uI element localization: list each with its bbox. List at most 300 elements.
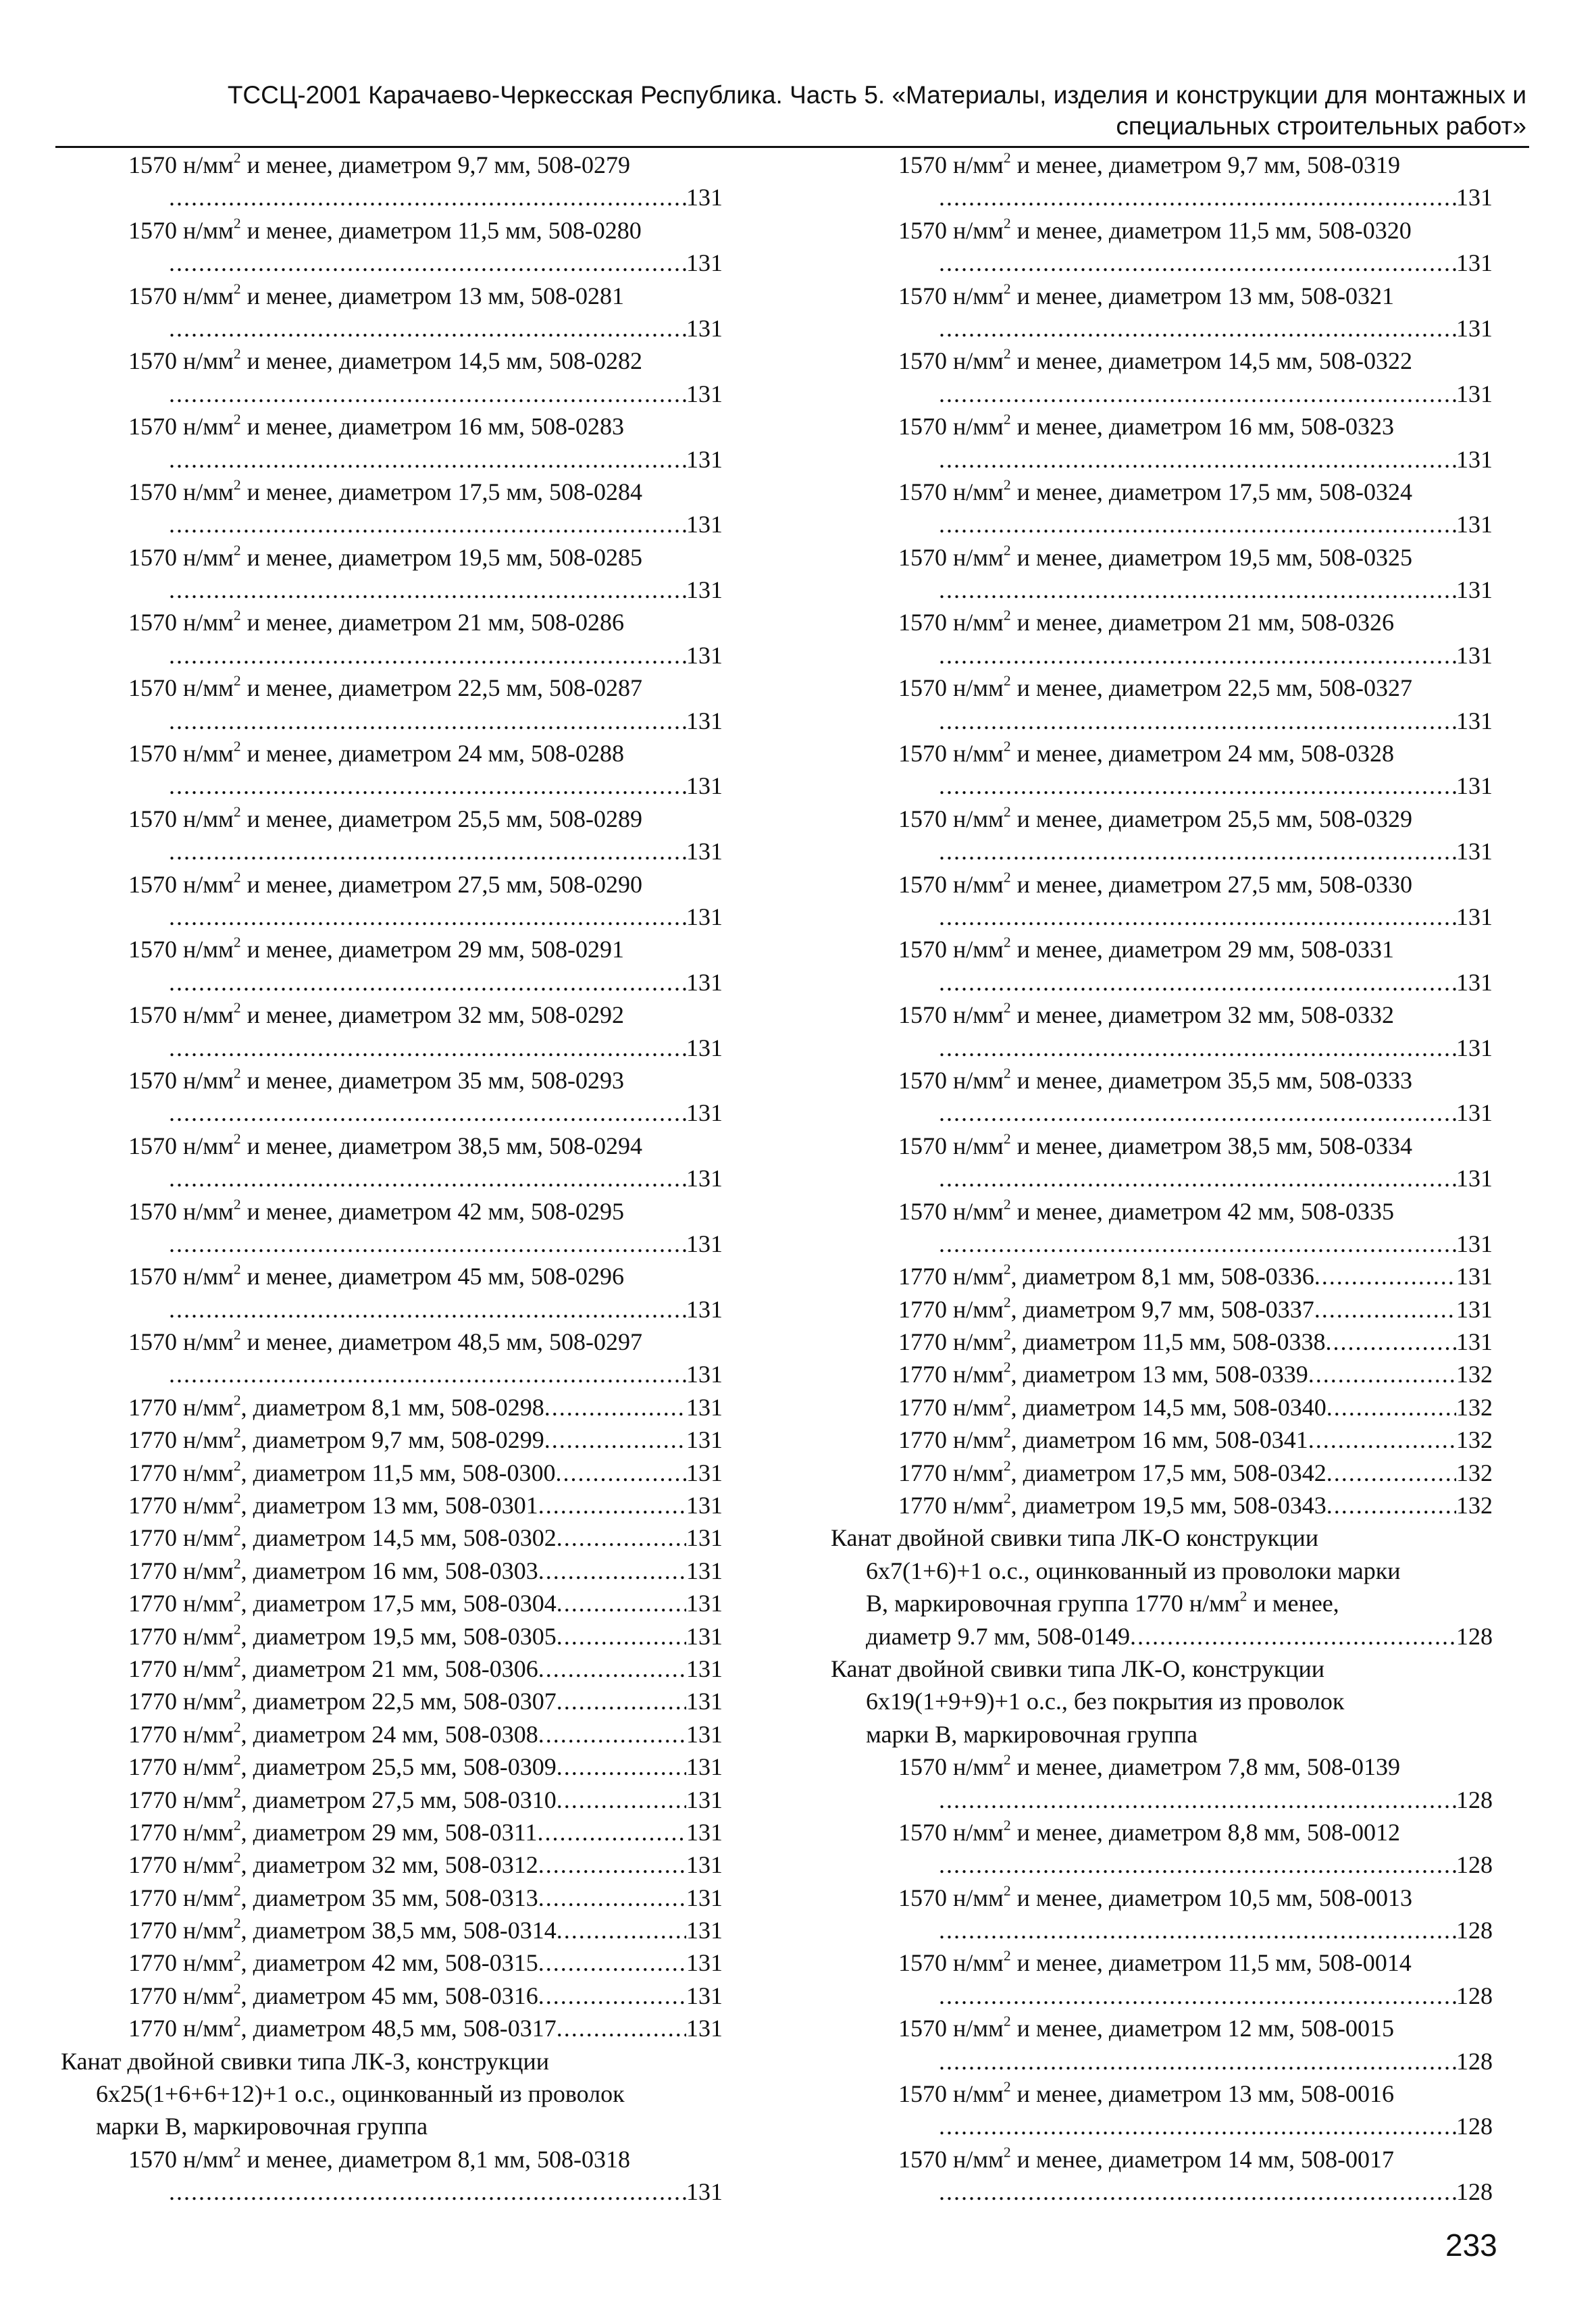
index-entry-text: 1570 $н/мм^2$ и менее, диаметром 9,7 мм, 508-0319 [898,149,1401,178]
dot-leader [538,1489,686,1521]
dot-leader [169,508,686,540]
index-entry-leader [61,1162,723,1194]
index-entry-page: 131 [686,249,723,277]
dot-leader [557,1587,686,1619]
index-entry [61,1555,723,1587]
index-entry-leader [61,1228,723,1260]
index-entry-page: 131 [686,1786,723,1813]
dot-leader [1327,1489,1456,1521]
index-entry-text: 1570 $н/мм^2$ и менее, диаметром 42 мм, 508-0335 [898,1195,1395,1225]
index-entry-text: 1770 $н/мм^2$, диаметром 17,5 мм, 508-0304 [128,1588,557,1617]
index-entry-text: 1770 $н/мм^2$, диаметром 14,5 мм, 508-0340 [898,1392,1327,1421]
dot-leader [557,1784,686,1816]
index-entry [61,1653,723,1685]
index-entry-page: 128 [1456,2047,1493,2075]
dot-leader [169,1032,686,1064]
index-entry-leader [831,2175,1493,2208]
index-entry [831,1358,1493,1390]
index-entry-page: 128 [1456,1851,1493,1879]
index-entry-text: 1770 $н/мм^2$, диаметром 48,5 мм, 508-0317 [128,2013,557,2042]
dot-leader [537,1816,686,1848]
index-entry-page: 131 [686,1524,723,1552]
dot-leader [939,1097,1456,1129]
dot-leader [169,1293,686,1326]
index-entry [61,1751,723,1783]
index-entry-text: 1570 $н/мм^2$ и менее, диаметром 11,5 мм, 508-0014 [898,1947,1412,1977]
index-entry-page: 131 [686,968,723,996]
dot-leader [939,443,1456,476]
dot-leader [169,2175,686,2208]
index-entry-leader [831,181,1493,213]
index-entry [61,1882,723,1914]
dot-leader [169,770,686,802]
index-entry-page: 131 [1456,380,1493,407]
index-entry-page: 131 [686,1720,723,1748]
index-entry-page: 128 [1456,1786,1493,1813]
index-heading-continuation: марки В, маркировочная группа [866,1720,1198,1748]
running-header-line-2: специальных строительных работ» [1116,112,1526,140]
index-entry-text: 1570 $н/мм^2$ и менее, диаметром 29 мм, 508-0331 [898,934,1395,963]
index-entry-text: 1570 $н/мм^2$ и менее, диаметром 38,5 мм, 508-0294 [128,1130,643,1159]
index-entry-page: 131 [1456,314,1493,342]
index-entry-text: 1770 $н/мм^2$, диаметром 45 мм, 508-0316 [128,1980,538,2009]
index-entry-page: 131 [686,511,723,538]
index-entry-text: 1570 $н/мм^2$ и менее, диаметром 16 мм, 508-0283 [128,411,625,441]
index-entry-page: 131 [686,903,723,930]
index-entry-leader [61,1358,723,1390]
index-entry-leader [61,181,723,213]
dot-leader [939,1980,1456,2012]
dot-leader [939,1848,1456,1881]
index-entry-leader [831,1980,1493,2012]
index-entry-leader [831,508,1493,540]
index-entry-leader [61,2175,723,2208]
index-entry-leader [831,1784,1493,1816]
index-entry-text: 1770 $н/мм^2$, диаметром 21 мм, 508-0306 [128,1653,538,1682]
index-entry-text: 1570 $н/мм^2$ и менее, диаметром 19,5 мм, 508-0325 [898,542,1413,571]
index-entry [61,1784,723,1816]
index-entry-page: 131 [686,772,723,800]
dot-leader [169,443,686,476]
index-entry-leader [61,835,723,867]
dot-leader [169,966,686,999]
index-entry-text: 1770 $н/мм^2$, диаметром 38,5 мм, 508-0314 [128,1915,557,1944]
dot-leader [1308,1358,1456,1390]
index-entry-page: 128 [1456,2113,1493,2140]
index-entry-page: 128 [1456,1622,1493,1650]
index-entry-text: 1570 $н/мм^2$ и менее, диаметром 7,8 мм, 508-0139 [898,1751,1401,1781]
dot-leader [939,1228,1456,1260]
index-entry [61,1980,723,2012]
dot-leader [1325,1326,1456,1358]
index-entry [61,2012,723,2044]
index-entry-text: 1570 $н/мм^2$ и менее, диаметром 35 мм, 508-0293 [128,1065,625,1094]
index-entry-page: 132 [1456,1492,1493,1519]
index-entry-leader [831,247,1493,279]
dot-leader [939,1162,1456,1194]
index-entry-text: 1770 $н/мм^2$, диаметром 13 мм, 508-0301 [128,1490,538,1519]
index-entry-page: 131 [1456,1295,1493,1323]
index-entry-page: 131 [686,1165,723,1192]
index-entry-page: 131 [686,1688,723,1715]
dot-leader [538,1555,686,1587]
index-heading-continuation: 6х19(1+9+9)+1 о.с., без покрытия из проволок [866,1688,1345,1715]
index-entry-text: 1570 $н/мм^2$ и менее, диаметром 11,5 мм, 508-0320 [898,215,1412,244]
index-entry-leader [831,2110,1493,2142]
index-entry-text: 1770 $н/мм^2$, диаметром 32 мм, 508-0312 [128,1849,538,1879]
dot-leader [939,835,1456,867]
index-entry-text: 1770 $н/мм^2$, диаметром 16 мм, 508-0341 [898,1424,1308,1454]
index-entry-page: 128 [1456,1982,1493,2009]
index-entry [831,1424,1493,1456]
dot-leader [557,1620,686,1653]
index-entry-text: 1770 $н/мм^2$, диаметром 9,7 мм, 508-0337 [898,1294,1314,1323]
dot-leader [555,1457,686,1489]
dot-leader [939,2045,1456,2078]
index-entry-text: 1570 $н/мм^2$ и менее, диаметром 22,5 мм, 508-0287 [128,672,643,702]
index-entry-text: 1770 $н/мм^2$, диаметром 27,5 мм, 508-0310 [128,1784,557,1813]
index-entry [61,1685,723,1717]
index-entry-text: 1570 $н/мм^2$ и менее, диаметром 14 мм, 508-0017 [898,2144,1395,2173]
index-entry-text: 1570 $н/мм^2$ и менее, диаметром 24 мм, 508-0288 [128,738,625,768]
index-entry-page: 131 [686,445,723,473]
index-entry-text: 1570 $н/мм^2$ и менее, диаметром 38,5 мм, 508-0334 [898,1130,1413,1159]
index-entry-leader [61,508,723,540]
index-entry-page: 131 [1456,838,1493,865]
index-entry-leader [61,312,723,345]
index-heading-continuation: 6х25(1+6+6+12)+1 о.с., оцинкованный из проволок [96,2080,625,2108]
index-entry-leader [831,705,1493,737]
index-entry-leader [831,966,1493,999]
index-entry-page: 131 [686,1982,723,2009]
index-entry-page: 131 [686,2178,723,2206]
index-entry-leader [61,901,723,933]
dot-leader [538,1980,686,2012]
index-entry-text: 1770 $н/мм^2$, диаметром 14,5 мм, 508-0302 [128,1522,557,1552]
index-entry [831,1457,1493,1489]
index-entry-text: 1570 $н/мм^2$ и менее, диаметром 12 мм, 508-0015 [898,2013,1395,2042]
index-entry-text: 1770 $н/мм^2$, диаметром 35 мм, 508-0313 [128,1882,538,1911]
dot-leader [538,1882,686,1914]
index-entry-leader [61,1032,723,1064]
index-entry-text: 1570 $н/мм^2$ и менее, диаметром 17,5 мм, 508-0324 [898,476,1413,505]
index-entry-page: 131 [686,1622,723,1650]
index-entry-text: 1770 $н/мм^2$, диаметром 19,5 мм, 508-0305 [128,1621,557,1650]
index-entry-text: 1570 $н/мм^2$ и менее, диаметром 45 мм, 508-0296 [128,1261,625,1290]
index-entry [61,1457,723,1489]
index-entry-text: 1570 $н/мм^2$ и менее, диаметром 14,5 мм, 508-0282 [128,345,643,375]
running-header [61,80,1526,142]
index-entry [61,1848,723,1881]
index-entry-leader [831,1097,1493,1129]
dot-leader [538,1946,686,1979]
index-entry-leader [831,312,1493,345]
index-entry-page: 131 [1456,511,1493,538]
dot-leader [939,378,1456,410]
index-entry [61,1489,723,1521]
dot-leader [939,770,1456,802]
index-entry-text: 1570 $н/мм^2$ и менее, диаметром 8,8 мм, 508-0012 [898,1817,1401,1846]
index-entry [831,1391,1493,1424]
index-entry-text: 1570 $н/мм^2$ и менее, диаметром 14,5 мм, 508-0322 [898,345,1413,375]
index-column-left [61,149,723,2209]
index-entry-page: 131 [1456,903,1493,930]
index-entry-text: 1570 $н/мм^2$ и менее, диаметром 22,5 мм, 508-0327 [898,672,1413,702]
index-entry-leader [61,770,723,802]
index-entry-leader [61,639,723,672]
index-entry-page: 131 [686,2015,723,2042]
dot-leader [169,378,686,410]
index-entry [831,1293,1493,1326]
index-heading: Канат двойной свивки типа ЛК-О конструкции [831,1524,1318,1552]
index-entry-page: 131 [686,1361,723,1388]
index-entry [61,1620,723,1653]
index-entry-page: 131 [686,184,723,211]
index-entry-page: 131 [1456,445,1493,473]
index-entry-page: 131 [1456,1099,1493,1127]
index-entry-page: 132 [1456,1426,1493,1454]
index-entry-page: 131 [1456,576,1493,604]
index-entry-page: 132 [1456,1393,1493,1421]
running-header-line-1: ТССЦ-2001 Карачаево-Черкесская Республика. Часть 5. «Материалы, изделия и конструкции для монтажных и [227,81,1526,109]
dot-leader [557,2012,686,2044]
index-entry [61,1521,723,1554]
index-entry-page: 131 [686,1099,723,1127]
index-entry-text: 1570 $н/мм^2$ и менее, диаметром 8,1 мм, 508-0318 [128,2144,631,2173]
index-entry-text: 1570 $н/мм^2$ и менее, диаметром 13 мм, 508-0281 [128,280,625,309]
index-entry-page: 131 [686,1393,723,1421]
index-entry-page: 131 [686,1230,723,1257]
index-entry-text: 1770 $н/мм^2$, диаметром 25,5 мм, 508-0309 [128,1751,557,1781]
index-entry-page: 131 [686,1949,723,1977]
dot-leader [169,835,686,867]
index-heading-continuation: 6х7(1+6)+1 о.с., оцинкованный из проволоки марки [866,1557,1401,1584]
index-entry-leader [61,378,723,410]
index-entry-page: 131 [686,576,723,604]
index-entry-page: 131 [686,1655,723,1682]
index-heading-final-line [831,1620,1493,1653]
index-entry-page: 131 [1456,1263,1493,1290]
index-entry-leader [831,2045,1493,2078]
dot-leader [557,1751,686,1783]
index-entry-text: 1570 $н/мм^2$ и менее, диаметром 35,5 мм, 508-0333 [898,1065,1413,1094]
index-entry-leader [61,443,723,476]
index-entry-leader [831,1162,1493,1194]
dot-leader [939,312,1456,345]
index-entry-text: 1570 $н/мм^2$ и менее, диаметром 21 мм, 508-0326 [898,607,1395,636]
header-rule [55,146,1529,148]
dot-leader [939,181,1456,213]
index-entry-leader [831,574,1493,606]
dot-leader [939,574,1456,606]
dot-leader [939,508,1456,540]
index-entry-text: 1570 $н/мм^2$ и менее, диаметром 25,5 мм, 508-0329 [898,803,1413,832]
index-entry-page: 128 [1456,2178,1493,2206]
index-entry [61,1391,723,1424]
index-entry-leader [831,901,1493,933]
index-entry-page: 131 [1456,249,1493,277]
index-entry-page: 131 [1456,1034,1493,1061]
index-entry-text: 1570 $н/мм^2$ и менее, диаметром 10,5 мм, 508-0013 [898,1882,1413,1911]
dot-leader [169,901,686,933]
dot-leader [939,1032,1456,1064]
index-entry-page: 128 [1456,1917,1493,1944]
index-heading: Канат двойной свивки типа ЛК-З, конструкции [61,2047,550,2075]
index-entry-page: 131 [1456,1165,1493,1192]
index-entry-page: 131 [686,1426,723,1454]
index-entry [61,1816,723,1848]
index-entry-text: 1770 $н/мм^2$, диаметром 13 мм, 508-0339 [898,1359,1308,1388]
index-entry-text: 1570 $н/мм^2$ и менее, диаметром 24 мм, 508-0328 [898,738,1395,768]
dot-leader [939,247,1456,279]
dot-leader [169,639,686,672]
dot-leader [939,901,1456,933]
index-entry-page: 131 [1456,184,1493,211]
index-entry-page: 131 [686,707,723,734]
index-entry-leader [831,639,1493,672]
index-entry-leader [831,443,1493,476]
index-entry-text: 1770 $н/мм^2$, диаметром 8,1 мм, 508-0336 [898,1261,1314,1290]
index-entry-leader [831,378,1493,410]
index-entry-text: 1570 $н/мм^2$ и менее, диаметром 17,5 мм, 508-0284 [128,476,643,505]
index-entry-page: 131 [1456,1230,1493,1257]
index-entry-page: 131 [1456,1328,1493,1356]
index-heading-continuation: марки В, маркировочная группа [96,2113,428,2140]
dot-leader [544,1391,686,1424]
dot-leader [538,1653,686,1685]
index-entry-text: 1570 $н/мм^2$ и менее, диаметром 27,5 мм, 508-0330 [898,869,1413,898]
index-heading-text: диаметр 9.7 мм, 508-0149 [866,1622,1131,1650]
page-number: 233 [1445,2228,1497,2263]
index-entry-text: 1570 $н/мм^2$ и менее, диаметром 16 мм, 508-0323 [898,411,1395,441]
dot-leader [169,1097,686,1129]
index-entry-leader [831,835,1493,867]
dot-leader [169,181,686,213]
index-entry-leader [831,770,1493,802]
index-entry-text: 1570 $н/мм^2$ и менее, диаметром 32 мм, 508-0332 [898,999,1395,1029]
index-entry [61,1914,723,1946]
index-entry-leader [61,1097,723,1129]
dot-leader [169,1162,686,1194]
index-entry-text: 1770 $н/мм^2$, диаметром 11,5 мм, 508-0300 [128,1457,556,1486]
dot-leader [939,705,1456,737]
dot-leader [169,247,686,279]
index-entry-text: 1770 $н/мм^2$, диаметром 8,1 мм, 508-0298 [128,1392,544,1421]
index-entry-page: 131 [686,1818,723,1846]
index-entry-page: 131 [686,641,723,669]
dot-leader [939,639,1456,672]
index-entry-text: 1770 $н/мм^2$, диаметром 17,5 мм, 508-0342 [898,1457,1327,1486]
index-entry-leader [61,1293,723,1326]
index-column-right [831,149,1493,2209]
index-entry [61,1946,723,1979]
index-entry-page: 131 [686,1034,723,1061]
dot-leader [1130,1620,1456,1653]
dot-leader [939,2175,1456,2208]
index-entry-text: 1770 $н/мм^2$, диаметром 29 мм, 508-0311 [128,1817,538,1846]
dot-leader [939,2110,1456,2142]
index-entry-page: 131 [686,838,723,865]
index-entry-page: 131 [686,314,723,342]
index-entry-text: 1770 $н/мм^2$, диаметром 22,5 мм, 508-0307 [128,1686,557,1715]
dot-leader [169,705,686,737]
dot-leader [169,312,686,345]
dot-leader [1314,1293,1456,1326]
dot-leader [557,1914,686,1946]
index-entry-leader [831,1914,1493,1946]
index-entry-page: 131 [686,1492,723,1519]
index-entry-page: 131 [686,1753,723,1781]
index-entry-text: 1770 $н/мм^2$, диаметром 11,5 мм, 508-0338 [898,1326,1326,1356]
index-entry-text: 1770 $н/мм^2$, диаметром 9,7 мм, 508-0299 [128,1424,544,1454]
index-entry-leader [61,966,723,999]
index-entry [831,1326,1493,1358]
dot-leader [1327,1391,1456,1424]
dot-leader [557,1685,686,1717]
index-entry-page: 132 [1456,1361,1493,1388]
dot-leader [1308,1424,1456,1456]
dot-leader [1314,1260,1456,1292]
index-entry-page: 131 [686,1917,723,1944]
index-entry-text: 1570 $н/мм^2$ и менее, диаметром 9,7 мм, 508-0279 [128,149,631,178]
dot-leader [538,1848,686,1881]
index-entry-page: 131 [686,1590,723,1617]
index-entry-page: 132 [1456,1459,1493,1486]
index-entry [831,1260,1493,1292]
index-entry-text: 1570 $н/мм^2$ и менее, диаметром 42 мм, 508-0295 [128,1195,625,1225]
index-entry-text: 1570 $н/мм^2$ и менее, диаметром 48,5 мм, 508-0297 [128,1326,643,1356]
dot-leader [1327,1457,1456,1489]
index-entry [61,1587,723,1619]
index-entry-text: 1570 $н/мм^2$ и менее, диаметром 29 мм, 508-0291 [128,934,625,963]
index-entry [61,1718,723,1751]
index-entry-text: 1570 $н/мм^2$ и менее, диаметром 21 мм, 508-0286 [128,607,625,636]
index-entry-leader [831,1032,1493,1064]
dot-leader [538,1718,686,1751]
index-entry-text: 1570 $н/мм^2$ и менее, диаметром 13 мм, 508-0321 [898,280,1395,309]
dot-leader [169,574,686,606]
index-entry-text: 1570 $н/мм^2$ и менее, диаметром 25,5 мм, 508-0289 [128,803,643,832]
index-entry [831,1489,1493,1521]
index-entry [61,1424,723,1456]
index-heading: Канат двойной свивки типа ЛК-О, конструкции [831,1655,1324,1682]
index-entry-text: 1570 $н/мм^2$ и менее, диаметром 19,5 мм, 508-0285 [128,542,643,571]
index-entry-page: 131 [686,1851,723,1879]
index-entry-leader [61,705,723,737]
index-entry-page: 131 [686,1557,723,1584]
index-entry-text: 1570 $н/мм^2$ и менее, диаметром 27,5 мм, 508-0290 [128,869,643,898]
index-entry-leader [831,1848,1493,1881]
index-entry-text: 1770 $н/мм^2$, диаметром 42 мм, 508-0315 [128,1947,538,1977]
dot-leader [939,1784,1456,1816]
index-entry-page: 131 [686,1295,723,1323]
dot-leader [557,1521,686,1554]
index-entry-text: 1570 $н/мм^2$ и менее, диаметром 32 мм, 508-0292 [128,999,625,1029]
index-entry-text: 1770 $н/мм^2$, диаметром 16 мм, 508-0303 [128,1555,538,1584]
index-entry-text: 1570 $н/мм^2$ и менее, диаметром 13 мм, 508-0016 [898,2078,1395,2108]
index-entry-page: 131 [1456,772,1493,800]
index-entry-page: 131 [686,1884,723,1911]
index-entry-page: 131 [1456,641,1493,669]
index-entry-page: 131 [1456,968,1493,996]
dot-leader [169,1358,686,1390]
index-heading-continuation: В, маркировочная группа 1770 $н/мм^2$ и менее, [866,1588,1339,1617]
dot-leader [544,1424,686,1456]
index-entry-leader [61,247,723,279]
index-entry-page: 131 [686,380,723,407]
index-entry-text: 1770 $н/мм^2$, диаметром 19,5 мм, 508-0343 [898,1490,1327,1519]
index-entry-page: 131 [686,1459,723,1486]
